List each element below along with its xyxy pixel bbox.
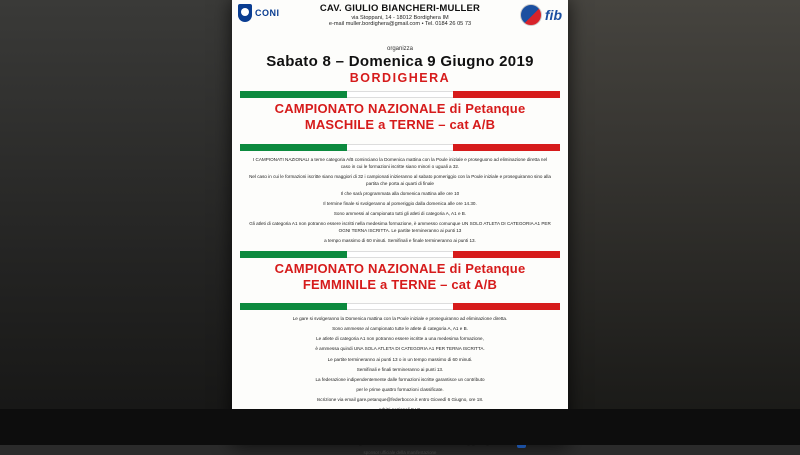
event1-p4: Sono ammessi al campionato tutti gli atleti di categoria A, A1 e B. [333,211,467,217]
poster-header [232,0,568,44]
sponsor-note: sponsor ufficiale della manifestazione [363,450,437,455]
event2-title-line2: FEMMINILE a TERNE – cat A/B [302,276,498,292]
fib-logo [500,4,562,26]
event2-p8: Iscrizione via email gare.petanque@federbocce.it entro Giovedì 6 Giugno, ore 18. [316,396,484,402]
organizza-label: organizza [386,46,413,52]
event1-body [232,151,568,245]
event2-p7: per le prime quattro formazioni classificate. [356,386,444,392]
event-date: Sabato 8 – Domenica 9 Giugno 2019 [266,53,534,70]
event1-p1: Nel caso in cui le formazioni iscritte siano maggiori di 32 i campionati inizieranno al sabato pomeriggio con la Poule iniziale e proseguiranno sino alla partita che porta ai quarti di finale [249,173,551,186]
event1-p2: Il che sarà programmata alla domenica mattina alle ore 10 [340,190,460,196]
event2-p1: Sono ammesse al campionato tutte le atlete di categoria A, A1 e B. [332,326,468,332]
fib-label: fib [544,7,562,23]
event2-p3: è ammessa quindi UNA SOLA ATLETA DI CATEGORIA A1 PER TERNA ISCRITTA. [315,346,485,352]
club-contact: e-mail muller.bordighera@gmail.com • Tel. 0184 26 05 73 [328,21,472,28]
fib-badge-icon [520,4,542,26]
event1-p5: Gli atleti di categoria A1 non potranno essere iscritti nella medesima formazione, è ammesso comunque UN SOLO ATLETA DI CATEGORIA A1 PER OGNI TERNA ISCRITTA. Le partite termineranno ai punti 13 [249,221,551,234]
event-city: BORDIGHERA [349,71,451,85]
bottom-dark-band [0,409,800,445]
event2-p5: Semifinali e finali termineranno ai punti 13. [356,366,444,372]
event1-p3: Il termine finale si svolgeranno al pomeriggio dalla domenica alle ore 14.30. [323,201,477,207]
event2-p6: La federazione indipendentemente dalle formazioni iscritte garantisce un contributo [315,376,485,382]
event2-title [232,258,568,298]
event2-title-line1: CAMPIONATO NAZIONALE di Petanque [274,260,526,276]
event1-title [232,98,568,138]
event1-title-line2: MASCHILE a TERNE – cat A/B [304,117,496,133]
tricolore-bar-event1-bottom [240,144,560,151]
event1-p0: I CAMPIONATI NAZIONALI a terne categoria A/B cominciano la Domenica mattina con la Poule iniziale e proseguono ad eliminazione diretta nel caso in cui le formazioni iscritte siano minori o uguali a 32. [252,156,548,169]
club-address: via Stoppani, 14 - 18012 Bordighera IM [351,14,449,21]
poster-document [232,0,568,455]
tricolore-bar-event2-bottom [240,303,560,310]
event2-p0: Le gare si svolgeranno la Domenica mattina con la Poule iniziale e proseguiranno ad eliminazione diretta. [292,316,508,322]
right-background-gutter [568,0,800,445]
event2-p2: Le atlete di categoria A1 non potranno essere iscritte a una medesima formazione, [316,336,484,342]
coni-logo [238,4,300,22]
event2-p4: Le partite termineranno ai punti 13 o in un tempo massimo di 60 minuti. [327,356,473,362]
event1-p6: a tempo massimo di 60 minuti. Semifinali e finale termineranno ai punti 13. [324,238,476,244]
club-block [300,4,500,28]
tricolore-bar-event2-top [240,251,560,258]
event1-title-line1: CAMPIONATO NAZIONALE di Petanque [274,101,526,116]
left-background-gutter [0,0,232,445]
coni-label: CONI [255,8,280,18]
coni-shield-icon [238,4,252,22]
club-name: CAV. GIULIO BIANCHERI-MULLER [319,3,481,14]
tricolore-bar-top [240,91,560,98]
